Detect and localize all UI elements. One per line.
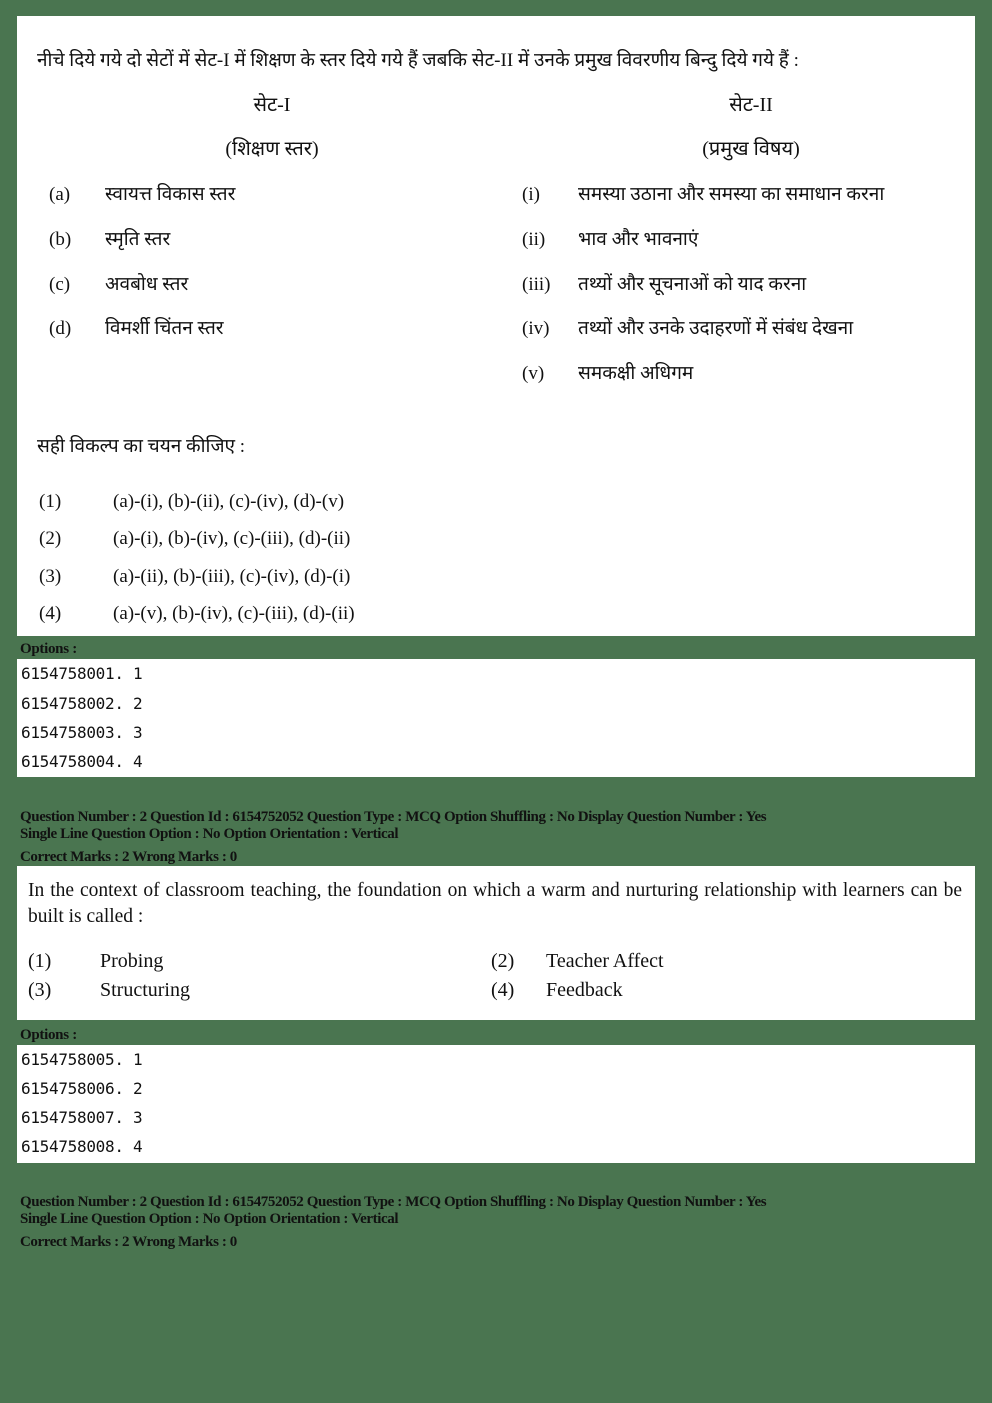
set-1-subtitle: (शिक्षण स्तर) <box>225 138 319 160</box>
question-3-meta-line-2: Single Line Question Option : No Option Orientation : Vertical <box>20 1211 399 1227</box>
option-id-row: 6154758004. 4 <box>21 752 143 771</box>
item-label: (d) <box>49 318 72 339</box>
set-1-item <box>49 180 235 206</box>
set-2-item <box>522 314 853 340</box>
answer-choice <box>39 528 350 550</box>
answer-choice <box>28 950 163 973</box>
item-text: समकक्षी अधिगम <box>578 363 694 384</box>
question-2-meta-line-2: Single Line Question Option : No Option Orientation : Vertical <box>20 826 399 842</box>
set-2-item <box>522 225 698 251</box>
set-1-item <box>49 225 170 251</box>
options-label: Options : <box>20 641 77 657</box>
question-3-meta-line-1: Question Number : 2 Question Id : 6154752052 Question Type : MCQ Option Shuffling : No Display Question Number : Yes <box>20 1194 767 1210</box>
choice-number: (2) <box>491 950 515 972</box>
item-label: (a) <box>49 184 71 205</box>
question-2-options <box>17 1045 975 1163</box>
option-id-row: 6154758007. 3 <box>21 1108 143 1127</box>
answer-choice <box>491 950 664 973</box>
set-2-item <box>522 270 806 296</box>
question-3-marks: Correct Marks : 2 Wrong Marks : 0 <box>20 1234 237 1250</box>
choice-number: (1) <box>28 950 52 972</box>
answer-choice <box>39 566 350 588</box>
choice-text: (a)-(i), (b)-(ii), (c)-(iv), (d)-(v) <box>113 491 345 512</box>
item-text: अवबोध स्तर <box>105 274 189 295</box>
option-id-row: 6154758003. 3 <box>21 723 143 742</box>
item-text: स्वायत्त विकास स्तर <box>105 184 236 205</box>
choice-text: Teacher Affect <box>546 950 664 972</box>
item-label: (iii) <box>522 274 551 295</box>
item-text: समस्या उठाना और समस्या का समाधान करना <box>578 184 885 205</box>
choice-text: (a)-(ii), (b)-(iii), (c)-(iv), (d)-(i) <box>113 566 351 587</box>
choice-text: Probing <box>100 950 164 972</box>
item-text: भाव और भावनाएं <box>578 229 699 250</box>
choice-number: (1) <box>39 491 62 512</box>
set-2-subtitle: (प्रमुख विषय) <box>702 138 800 160</box>
item-text: तथ्यों और सूचनाओं को याद करना <box>578 274 807 295</box>
question-2-text: In the context of classroom teaching, the foundation on which a warm and nurturing relationship with learners can be built is called : <box>28 880 962 927</box>
option-id-row: 6154758005. 1 <box>21 1050 143 1069</box>
options-label: Options : <box>20 1027 77 1043</box>
answer-choice <box>39 491 344 513</box>
choice-number: (3) <box>28 979 52 1001</box>
set-1-title: सेट-I <box>253 94 291 116</box>
option-id-row: 6154758002. 2 <box>21 694 143 713</box>
answer-choice <box>39 603 355 625</box>
choice-number: (3) <box>39 566 62 587</box>
question-2-panel <box>17 866 975 1020</box>
question-2-meta-line-1: Question Number : 2 Question Id : 6154752052 Question Type : MCQ Option Shuffling : No Display Question Number : Yes <box>20 809 767 825</box>
item-label: (b) <box>49 229 72 250</box>
set-1-item <box>49 314 224 340</box>
answer-choice <box>491 979 623 1002</box>
choice-number: (4) <box>39 603 62 624</box>
choice-number: (4) <box>491 979 515 1001</box>
answer-choice <box>28 979 190 1002</box>
item-text: स्मृति स्तर <box>105 229 171 250</box>
set-1-item <box>49 270 188 296</box>
set-2-title: सेट-II <box>729 94 773 116</box>
item-label: (c) <box>49 274 71 295</box>
question-1-intro: नीचे दिये गये दो सेटों में सेट-I में शिक्षण के स्तर दिये गये हैं जबकि सेट-II में उनके प्रमुख विवरणीय बिन्दु दिये गये हैं : <box>37 50 799 71</box>
choice-text: Feedback <box>546 979 623 1001</box>
choice-text: (a)-(i), (b)-(iv), (c)-(iii), (d)-(ii) <box>113 528 351 549</box>
item-label: (iv) <box>522 318 550 339</box>
option-id-row: 6154758008. 4 <box>21 1137 143 1156</box>
item-text: विमर्शी चिंतन स्तर <box>105 318 224 339</box>
option-id-row: 6154758001. 1 <box>21 664 143 683</box>
set-2-item <box>522 180 884 206</box>
item-label: (i) <box>522 184 540 205</box>
select-prompt: सही विकल्प का चयन कीजिए : <box>37 436 246 457</box>
option-id-row: 6154758006. 2 <box>21 1079 143 1098</box>
question-1-options <box>17 659 975 777</box>
item-label: (v) <box>522 363 545 384</box>
choice-text: Structuring <box>100 979 190 1001</box>
item-text: तथ्यों और उनके उदाहरणों में संबंध देखना <box>578 318 854 339</box>
set-2-item <box>522 359 693 385</box>
question-1-panel <box>17 16 975 636</box>
choice-number: (2) <box>39 528 62 549</box>
choice-text: (a)-(v), (b)-(iv), (c)-(iii), (d)-(ii) <box>113 603 355 624</box>
question-2-marks: Correct Marks : 2 Wrong Marks : 0 <box>20 849 237 865</box>
item-label: (ii) <box>522 229 546 250</box>
